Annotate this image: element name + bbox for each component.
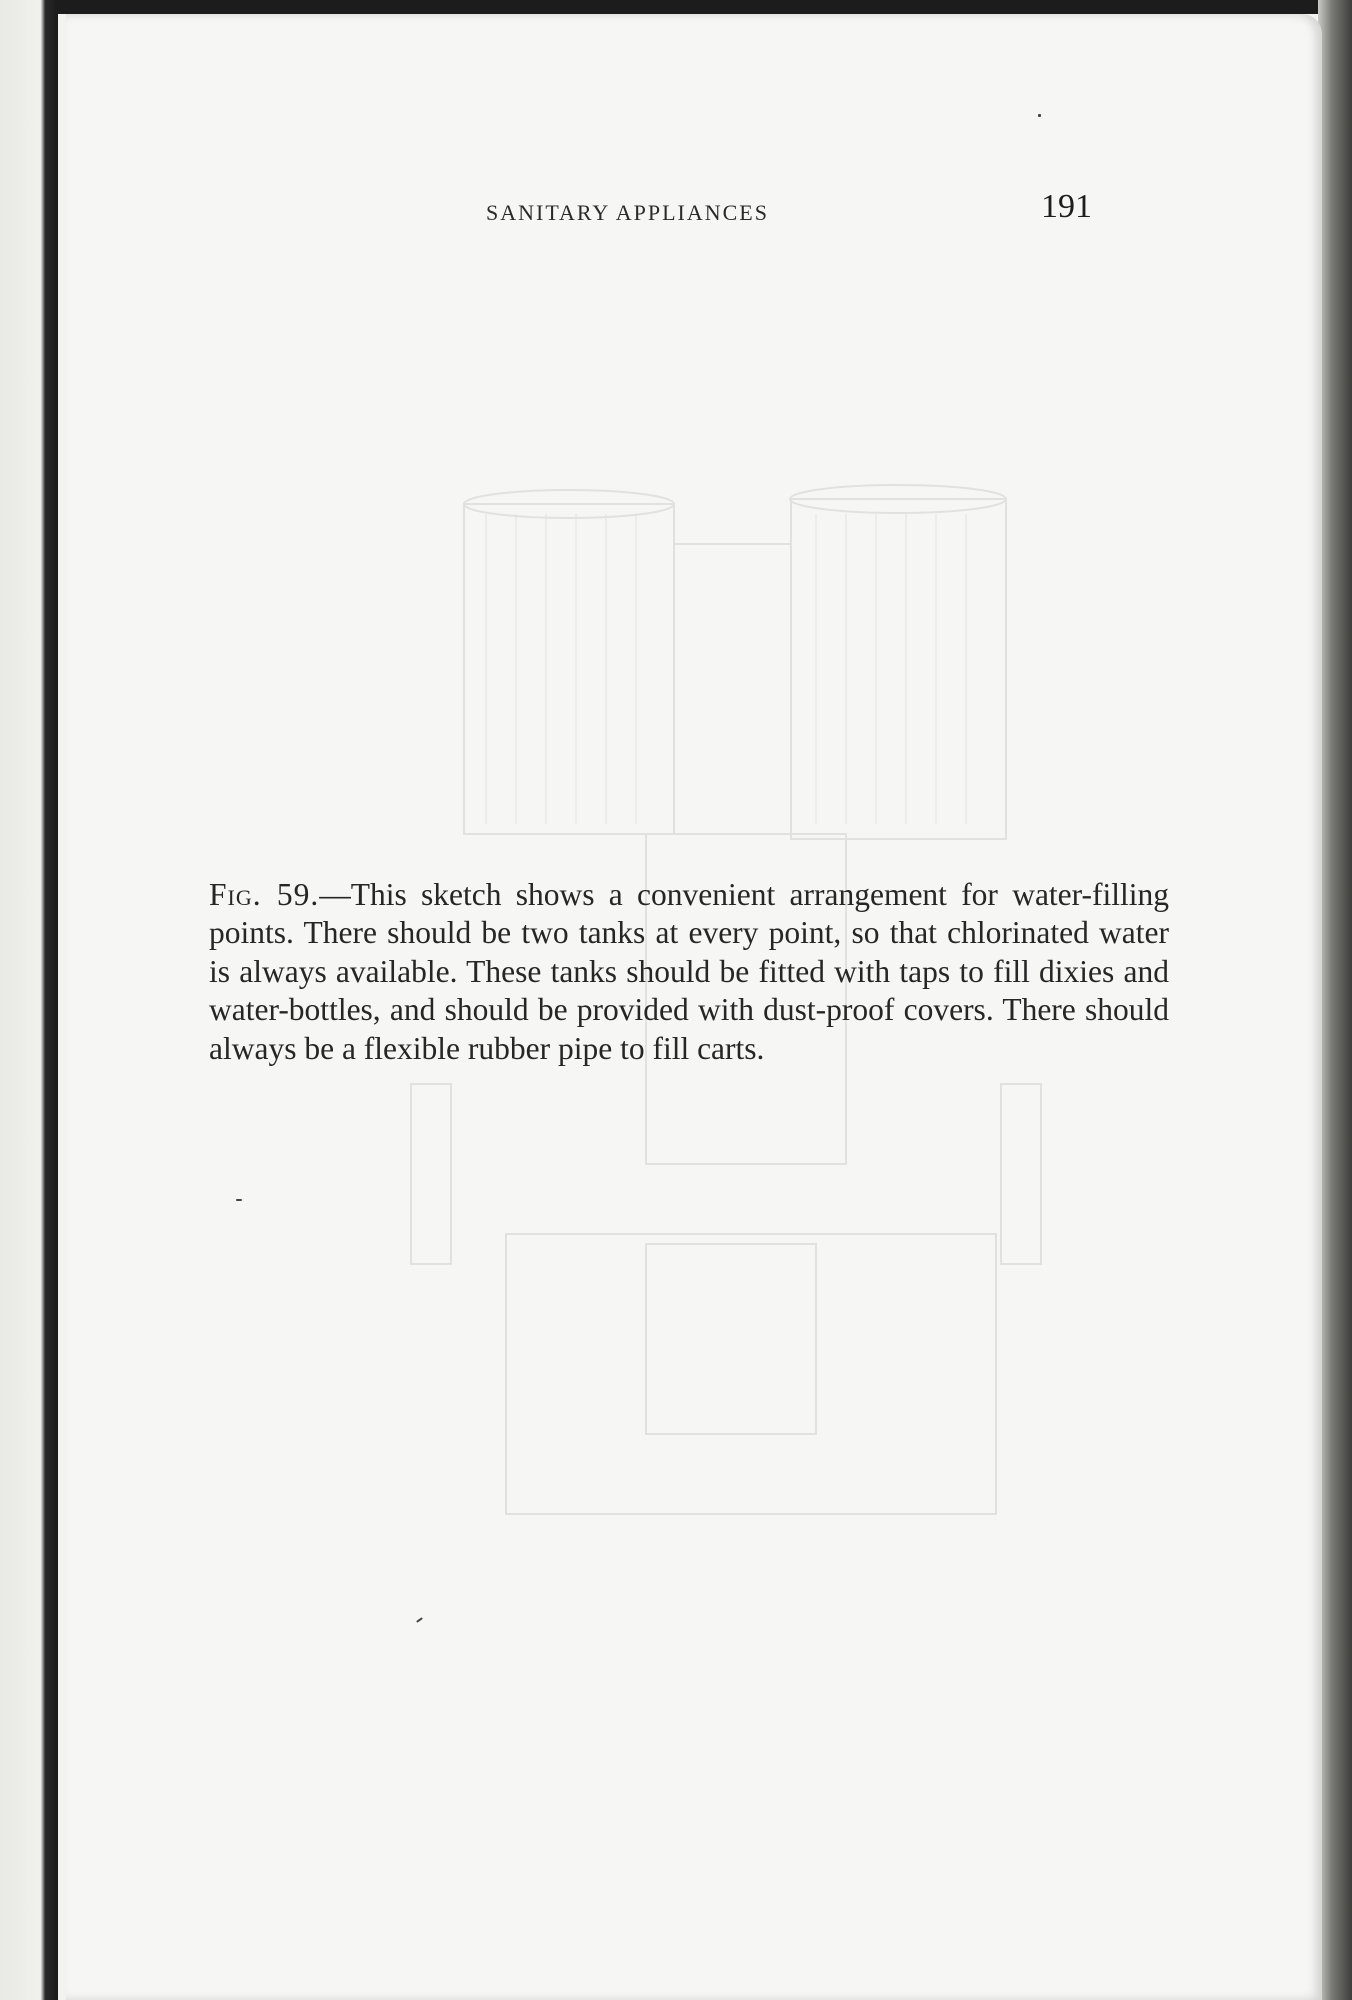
figure-caption-text: —This sketch shows a convenient arrangement for water-filling points. There should be two tanks at every point, so that chlorinated water is always available. These tanks should be fitted with taps to fill dixies and water-bottles, and should be provided with dust-proof covers. There should always be a flexible rubber pipe to fill carts.	[209, 876, 1170, 1066]
figure-caption	[209, 876, 1169, 1069]
page-top-edge	[0, 0, 1352, 14]
running-head: SANITARY APPLIANCES	[486, 200, 769, 225]
page-right-edge	[1318, 0, 1352, 2000]
page-header	[66, 184, 1322, 234]
speck	[236, 1199, 242, 1201]
speck	[416, 1617, 423, 1623]
page-number: 191	[1041, 188, 1092, 225]
book-binding-edge	[0, 0, 58, 2000]
figure-label: Fig. 59.	[209, 876, 320, 912]
speck	[1038, 114, 1041, 117]
book-page	[66, 14, 1322, 2000]
